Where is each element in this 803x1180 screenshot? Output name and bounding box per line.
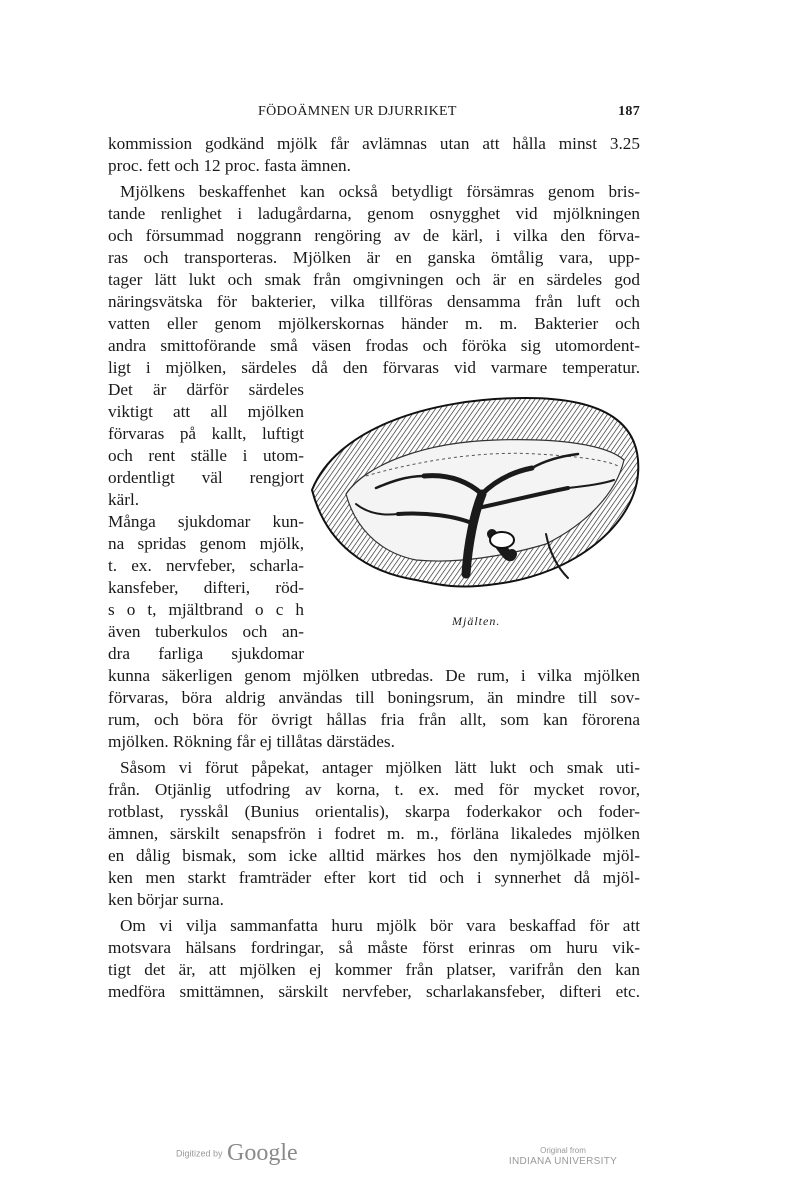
text-line: medföra smittämnen, särskilt nervfeber, scharlakansfeber, difteri etc. <box>108 982 640 1001</box>
text-line: na spridas genom mjölk, <box>108 534 304 553</box>
digitized-by-label: Digitized by <box>176 1148 223 1159</box>
text-line: även tuberkulos och an- <box>108 622 304 641</box>
text-line: dra farliga sjukdomar <box>108 644 304 663</box>
text-line: ämnen, särskilt senapsfrön i fodret m. m., förläna likaledes mjölken <box>108 824 640 843</box>
text-line: och försummad noggrann rengöring av de kärl, i vilka den förva- <box>108 226 640 245</box>
text-line: vatten eller genom mjölkerskornas händer m. m. Bakterier och <box>108 314 640 333</box>
text-line: ken börjar surna. <box>108 890 224 909</box>
text-line: från. Otjänlig utfodring av korna, t. ex. med för mycket rovor, <box>108 780 640 799</box>
text-line: andra smittoförande små väsen frodas och föröka sig utomordent- <box>108 336 640 355</box>
institution-name: INDIANA UNIVERSITY <box>508 1156 618 1167</box>
text-line: ligt i mjölken, särdeles då den förvaras vid varmare temperatur. <box>108 358 640 377</box>
text-line: rotblast, rysskål (Bunius orientalis), skarpa foderkakor och foder- <box>108 802 640 821</box>
text-line: s o t, mjältbrand o c h <box>108 600 304 619</box>
figure-caption: Mjälten. <box>452 614 501 628</box>
text-line: näringsvätska för bakterier, vilka tillföras densamma från luft och <box>108 292 640 311</box>
original-from-watermark <box>508 1145 618 1167</box>
text-line: Såsom vi förut påpekat, antager mjölken lätt lukt och smak uti- <box>120 758 640 777</box>
text-line: kansfeber, difteri, röd- <box>108 578 304 597</box>
text-line: kärl. <box>108 490 140 509</box>
text-line: proc. fett och 12 proc. fasta ämnen. <box>108 156 351 175</box>
text-line: en dålig bismak, som icke alltid märkes hos den nymjölkade mjöl- <box>108 846 640 865</box>
text-line: tande renlighet i ladugårdarna, genom osnygghet vid mjölkningen <box>108 204 640 223</box>
text-line: mjölken. Rökning får ej tillåtas därstädes. <box>108 732 395 751</box>
text-line: förvaras på kallt, luftigt <box>108 424 304 443</box>
text-line: Många sjukdomar kun- <box>108 512 304 531</box>
text-line: ken men starkt framträder efter kort tid och i synnerhet då mjöl- <box>108 868 640 887</box>
running-header <box>108 104 640 124</box>
text-line: tager lätt lukt och smak från omgivningen och är en särdeles god <box>108 270 640 289</box>
text-line: kunna säkerligen genom mjölken utbredas. De rum, i vilka mjölken <box>108 666 640 685</box>
google-logo: Google <box>226 1140 298 1166</box>
page-number: 187 <box>618 104 640 119</box>
spleen-illustration <box>306 384 646 618</box>
text-line: motsvara hälsans fordringar, så måste först erinras om huru vik- <box>108 938 640 957</box>
text-line: och rent ställe i utom- <box>108 446 304 465</box>
text-line: Mjölkens beskaffenhet kan också betydligt försämras genom bris- <box>120 182 640 201</box>
text-line: Det är därför särdeles <box>108 380 304 399</box>
text-line: t. ex. nervfeber, scharla- <box>108 556 304 575</box>
text-line: Om vi vilja sammanfatta huru mjölk bör vara beskaffad för att <box>120 916 640 935</box>
text-line: tigt det är, att mjölken ej kommer från platser, varifrån den kan <box>108 960 640 979</box>
text-line: viktigt att all mjölken <box>108 402 304 421</box>
text-line: rum, och böra för övrigt hållas fria från allt, som kan förorena <box>108 710 640 729</box>
text-line: ras och transporteras. Mjölken är en ganska ömtålig vara, upp- <box>108 248 640 267</box>
running-title: FÖDOÄMNEN UR DJURRIKET <box>258 104 457 119</box>
original-from-label: Original from <box>540 1146 586 1155</box>
text-line: kommission godkänd mjölk får avlämnas utan att hålla minst 3.25 <box>108 134 640 153</box>
digitized-by-watermark <box>176 1140 298 1167</box>
text-line: ordentligt väl rengjort <box>108 468 304 487</box>
text-line: förvaras, böra aldrig användas till boningsrum, än mindre till sov- <box>108 688 640 707</box>
